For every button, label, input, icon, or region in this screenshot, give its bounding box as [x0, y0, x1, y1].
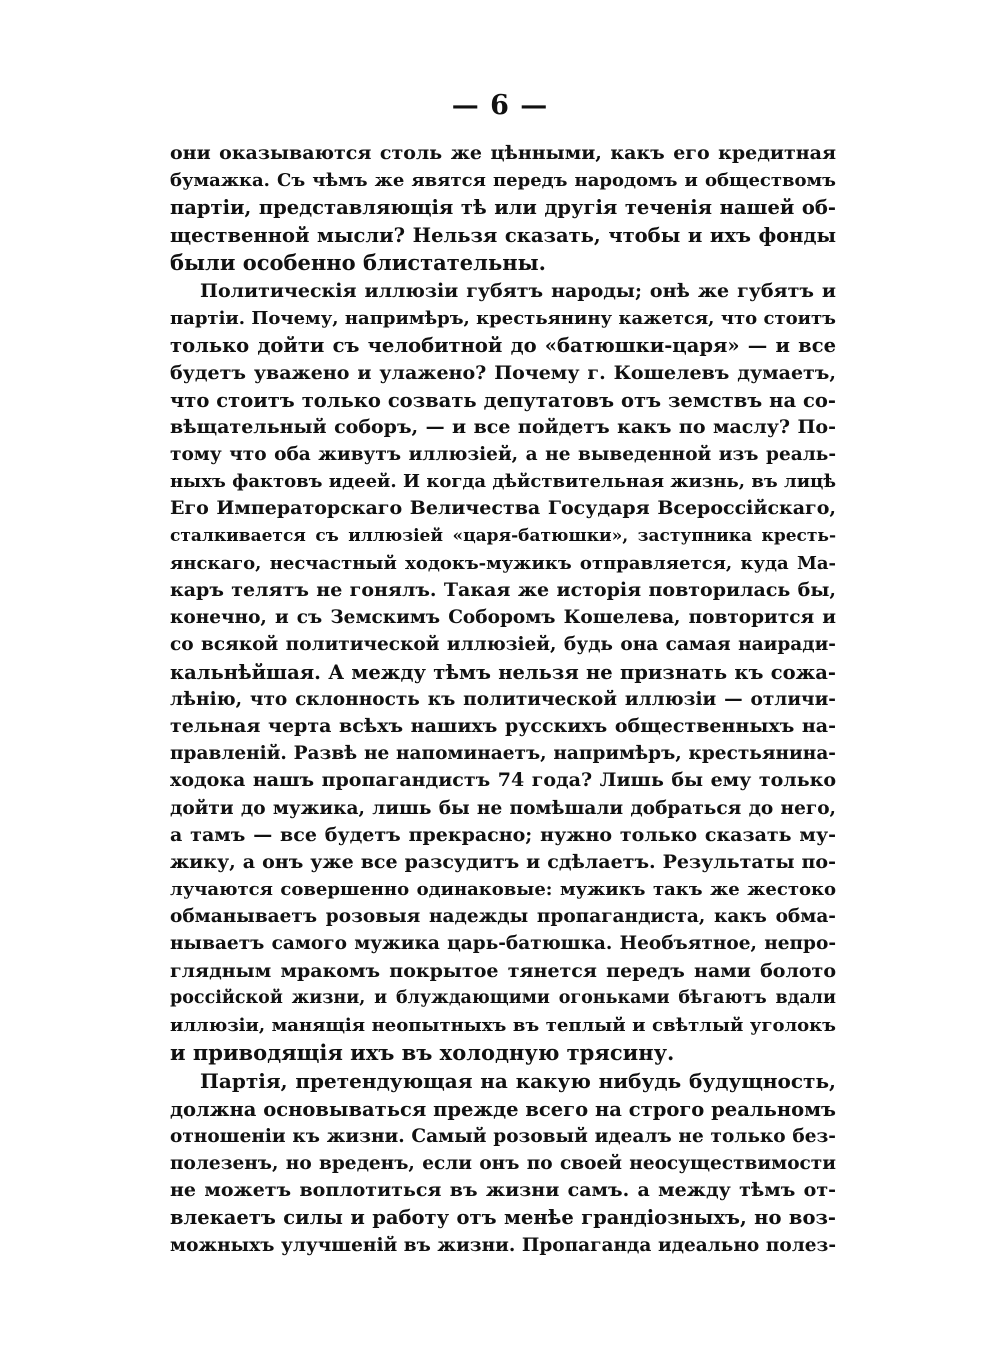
text-line: иллюзіи, манящія неопытныхъ въ теплый и свѣтлый уголокъ [170, 1015, 836, 1036]
text-line: партіи. Почему, напримѣръ, крестьянину кажется, что стоитъ [170, 308, 836, 330]
text-line: дойти до мужика, лишь бы не помѣшали добраться до него, [170, 797, 836, 819]
text-line: можныхъ улучшеній въ жизни. Пропаганда идеально полез- [170, 1234, 836, 1256]
text-line: правленій. Развѣ не напоминаетъ, напримѣръ, крестьянина- [170, 743, 836, 765]
text-line: янскаго, несчастный ходокъ-мужикъ отправляется, куда Ма- [170, 552, 836, 574]
text-line: и приводящія ихъ въ холодную трясину. [170, 1040, 675, 1066]
text-line: щественной мысли? Нельзя сказать, чтобы и ихъ фонды [170, 223, 836, 247]
text-line: лѣнію, что склонность къ политической иллюзіи — отличи- [170, 688, 836, 710]
text-line: будетъ уважено и улажено? Почему г. Кошелевъ думаетъ, [170, 361, 836, 384]
page-number: — 6 — [451, 90, 549, 121]
text-line: были особенно блистательны. [170, 249, 546, 275]
text-line: кальнѣйшая. А между тѣмъ нельзя не признать къ сожа- [170, 660, 836, 684]
text-line: со всякой политической иллюзіей, будь она самая наиради- [170, 634, 836, 656]
text-line: Его Императорскаго Величества Государя Всероссійскаго, [170, 497, 836, 520]
text-line: жику, а онъ уже все разсудитъ и сдѣлаетъ. Результаты по- [170, 850, 836, 873]
text-line: ходока нашъ пропагандистъ 74 года? Лишь бы ему только [170, 769, 836, 792]
text-line: вѣщательный соборъ, — и все пойдетъ какъ по маслу? По- [170, 415, 836, 438]
text-line: влекаетъ силы и работу отъ менѣе грандіозныхъ, но воз- [170, 1206, 836, 1230]
paragraph [170, 278, 836, 1066]
text-line: а тамъ — все будетъ прекрасно; нужно только сказать му- [170, 823, 836, 846]
text-line: конечно, и съ Земскимъ Соборомъ Кошелева, повторится и [170, 607, 836, 629]
text-line: каръ телятъ не гонялъ. Такая же исторія повторилась бы, [170, 579, 836, 601]
text-line: только дойти съ челобитной до «батюшки-царя» — и все [170, 334, 836, 358]
text-line: глядным мракомъ покрытое тянется передъ нами болото [170, 959, 836, 982]
text-line: тому что оба живутъ иллюзіей, а не выведенной изъ реаль- [170, 444, 836, 466]
text-line: россійской жизни, и блуждающими огоньками бѣгаютъ вдали [170, 987, 836, 1008]
paragraph [170, 1068, 836, 1258]
text-line: тельная черта всѣхъ нашихъ русскихъ общественныхъ на- [170, 714, 836, 737]
text-line: Политическія иллюзіи губятъ народы; онѣ же губятъ и [200, 279, 836, 302]
text-line: Партія, претендующая на какую нибудь будущность, [200, 1069, 836, 1094]
text-line: сталкивается съ иллюзіей «царя-батюшки», заступника кресть- [170, 525, 836, 546]
text-line: отношеніи къ жизни. Самый розовый идеалъ не только без- [170, 1125, 836, 1147]
text-line: полезенъ, но вреденъ, если онъ по своей неосуществимости [170, 1152, 836, 1174]
text-line: партіи, представляющія тѣ или другія теченія нашей об- [170, 196, 836, 220]
text-line: лучаются совершенно одинаковые: мужикъ такъ же жестоко [170, 879, 836, 901]
text-line: что стоитъ только созвать депутатовъ отъ земствъ на со- [170, 388, 836, 412]
text-line: ныхъ фактовъ идеей. И когда дѣйствительная жизнь, въ лицѣ [170, 471, 836, 493]
text-line: обманываетъ розовыя надежды пропагандиста, какъ обма- [170, 906, 836, 928]
body-text [170, 140, 836, 1259]
text-line: должна основываться прежде всего на строго реальномъ [170, 1097, 836, 1121]
text-line: они оказываются столь же цѣнными, какъ его кредитная [170, 142, 836, 164]
text-line: нываетъ самого мужика царь-батюшка. Необъятное, непро- [170, 933, 836, 955]
paragraph [170, 140, 836, 276]
text-line: бумажка. Съ чѣмъ же явятся передъ народомъ и обществомъ [170, 170, 836, 192]
text-line: не можетъ воплотиться въ жизни самъ. а между тѣмъ от- [170, 1179, 836, 1202]
